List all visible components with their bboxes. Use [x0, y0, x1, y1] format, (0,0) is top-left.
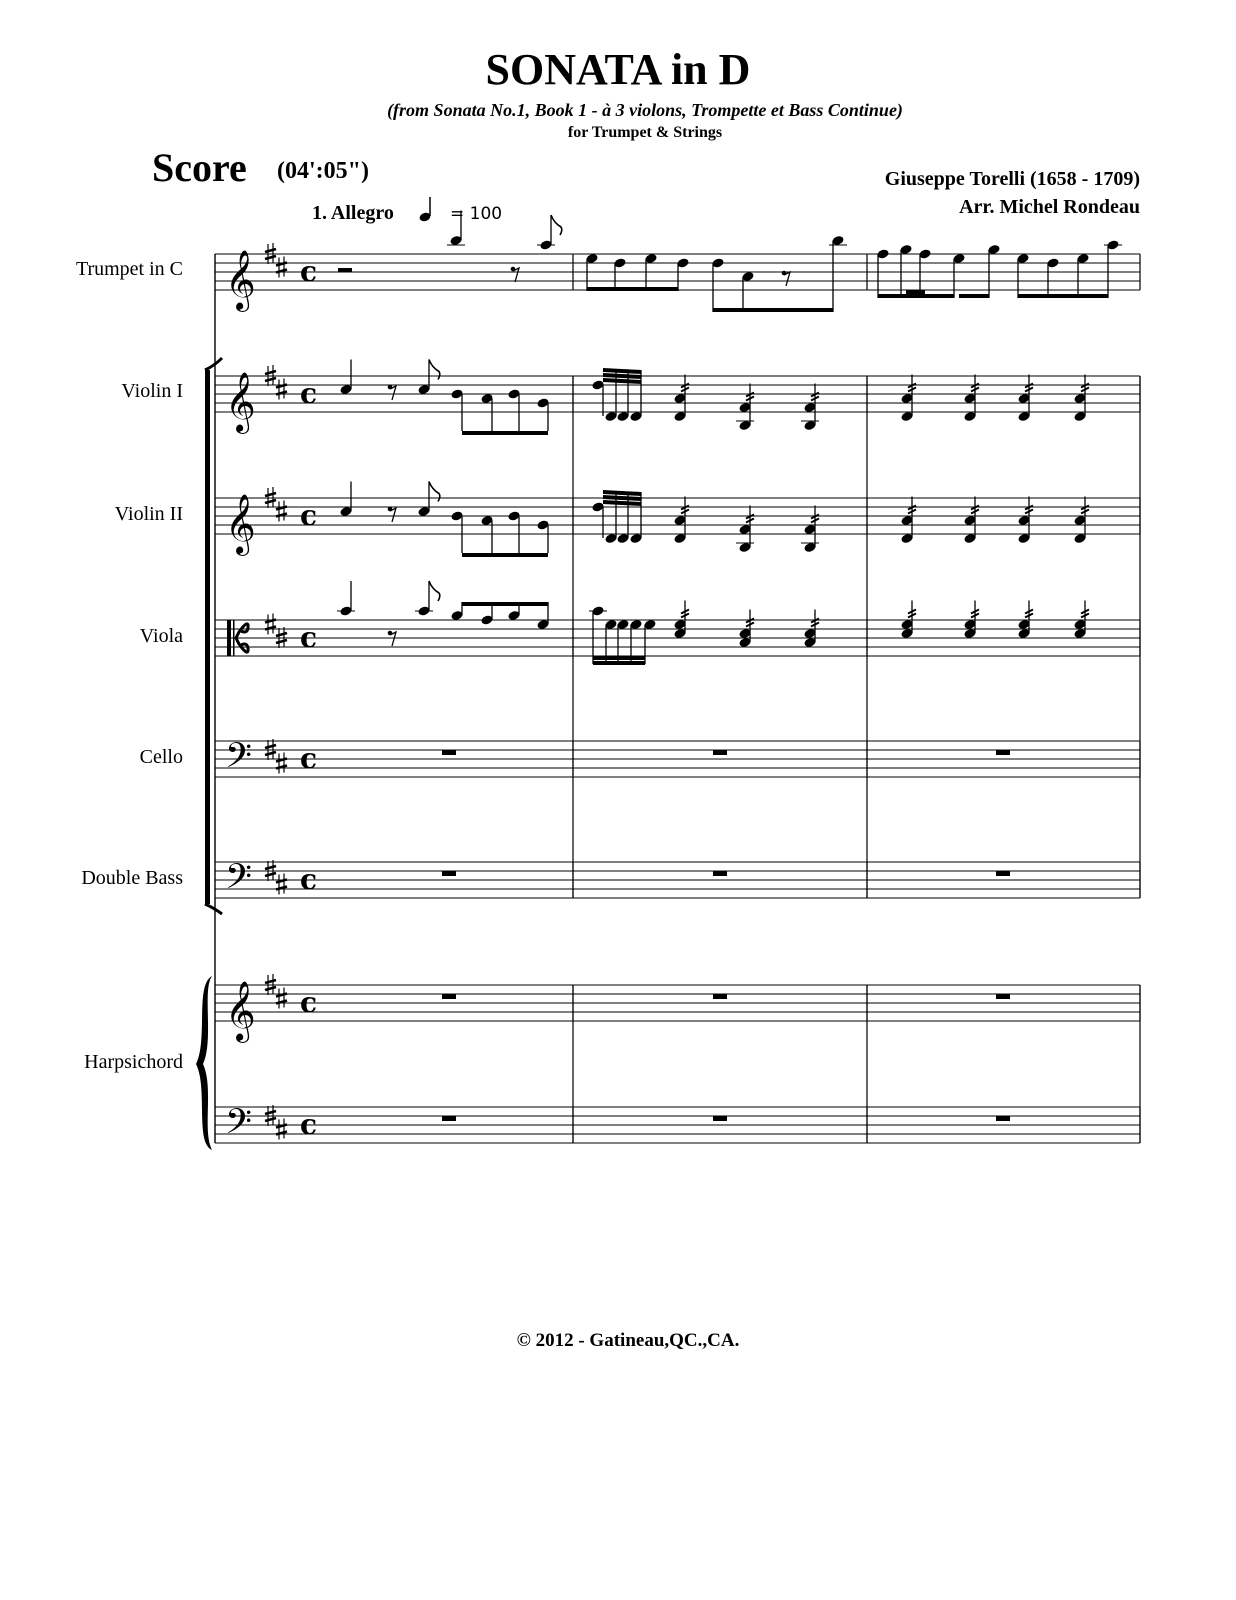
sharp-c-icon	[276, 257, 287, 278]
whole-rest-icon	[996, 1116, 1010, 1121]
common-time-icon: c	[300, 742, 318, 775]
note-flag	[551, 215, 562, 235]
note-beam	[462, 431, 548, 435]
alto-clef-bar	[233, 620, 235, 656]
whole-rest-icon	[713, 750, 727, 755]
tempo-marking: 1. Allegro	[312, 202, 394, 224]
note-beam	[462, 553, 548, 557]
common-time-icon: c	[300, 863, 318, 896]
sharp-f-icon	[265, 614, 276, 635]
sharp-stroke	[265, 1118, 276, 1121]
half-rest-icon	[338, 268, 352, 272]
common-time-icon: c	[300, 377, 318, 410]
sharp-stroke	[265, 378, 276, 381]
staff-layer	[215, 254, 1140, 1143]
bass-clef-icon: 𝄢	[225, 1101, 253, 1150]
sharp-stroke	[276, 633, 287, 636]
instrument-label-viola: Viola	[139, 625, 183, 647]
rest-tail	[513, 268, 519, 282]
eighth-rest-icon	[388, 507, 396, 522]
rest-tail	[390, 632, 396, 646]
note-beam	[878, 294, 954, 298]
instrument-label-violin2: Violin II	[114, 503, 183, 525]
treble-clef-icon: 𝄞	[225, 372, 256, 432]
treble-clef-icon: 𝄞	[225, 250, 256, 310]
sharp-stroke	[265, 980, 276, 983]
common-time-icon: c	[300, 255, 318, 288]
arranger-credit: Arr. Michel Rondeau	[959, 196, 1140, 218]
note-beam	[906, 290, 925, 294]
sharp-stroke	[265, 500, 276, 503]
sharp-stroke	[265, 745, 276, 748]
note-beam	[603, 378, 641, 384]
instrument-label-violin1: Violin I	[121, 380, 183, 402]
score-title: SONATA in D	[485, 45, 751, 94]
whole-rest-icon	[713, 994, 727, 999]
harpsichord-brace	[196, 976, 212, 1150]
note-beam	[593, 661, 645, 665]
sharp-stroke	[265, 873, 276, 876]
sharp-stroke	[265, 752, 276, 755]
note-beam	[587, 287, 678, 291]
sharp-c-icon	[276, 753, 287, 774]
rest-tail	[784, 272, 790, 286]
whole-rest-icon	[996, 994, 1010, 999]
common-time-icon: c	[300, 499, 318, 532]
copyright-notice: © 2012 - Gatineau,QC.,CA.	[516, 1330, 740, 1351]
treble-clef-icon: 𝄞	[225, 981, 256, 1041]
note-beam	[603, 490, 641, 496]
tempo-quarter-note-icon	[418, 197, 431, 223]
note-layer	[337, 211, 1122, 1122]
whole-rest-icon	[442, 1116, 456, 1121]
note-beam	[713, 308, 743, 312]
sharp-stroke	[276, 640, 287, 643]
sharp-stroke	[265, 371, 276, 374]
sharp-stroke	[265, 493, 276, 496]
bass-clef-icon: 𝄢	[225, 856, 253, 905]
note-beam	[593, 656, 645, 660]
whole-rest-icon	[996, 750, 1010, 755]
score-subtitle: (from Sonata No.1, Book 1 - à 3 violons, Trompette et Bass Continue)	[387, 100, 903, 120]
composer-credit: Giuseppe Torelli (1658 - 1709)	[884, 168, 1140, 190]
whole-rest-icon	[996, 871, 1010, 876]
rest-tail	[390, 386, 396, 400]
sharp-stroke	[265, 249, 276, 252]
string-bracket	[205, 370, 210, 904]
eighth-rest-icon	[388, 385, 396, 400]
sharp-stroke	[265, 1111, 276, 1114]
whole-rest-icon	[442, 994, 456, 999]
note-beam	[603, 500, 641, 506]
glyph-layer	[225, 243, 317, 1150]
whole-rest-icon	[713, 1116, 727, 1121]
score-duration: (04':05")	[277, 158, 369, 184]
instrument-label-trumpet: Trumpet in C	[75, 258, 183, 280]
instrument-label-cello: Cello	[139, 746, 183, 768]
whole-rest-icon	[713, 871, 727, 876]
sharp-c-icon	[276, 501, 287, 522]
note-beam	[603, 373, 641, 379]
note-beam	[462, 602, 548, 606]
rest-tail	[390, 508, 396, 522]
sharp-stroke	[265, 256, 276, 259]
alto-clef-bar	[227, 620, 231, 656]
whole-rest-icon	[442, 871, 456, 876]
instrument-label-double-bass: Double Bass	[81, 867, 183, 889]
sharp-c-icon	[276, 1119, 287, 1140]
sharp-c-icon	[276, 379, 287, 400]
bracket-layer	[196, 254, 1140, 1150]
common-time-icon: c	[300, 986, 318, 1019]
sharp-stroke	[265, 866, 276, 869]
bracket-hook-top	[205, 358, 222, 370]
note-beam	[603, 495, 641, 501]
tempo-bpm: = 100	[450, 204, 503, 224]
score-label: Score	[152, 145, 247, 190]
instrumentation-line: for Trumpet & Strings	[567, 124, 723, 141]
note-beam	[959, 294, 989, 298]
bass-clef-icon: 𝄢	[225, 735, 253, 784]
sharp-c-icon	[276, 988, 287, 1009]
sharp-c-icon	[276, 874, 287, 895]
note-beam	[743, 308, 833, 312]
note-beam	[1018, 294, 1108, 298]
eighth-rest-icon	[511, 267, 519, 282]
bracket-hook-bottom	[205, 904, 222, 914]
sharp-stroke	[265, 987, 276, 990]
whole-rest-icon	[442, 750, 456, 755]
note-flag	[429, 581, 440, 601]
common-time-icon: c	[300, 1108, 318, 1141]
treble-clef-icon: 𝄞	[225, 494, 256, 554]
note-beam	[603, 368, 641, 374]
common-time-icon: c	[300, 621, 318, 654]
eighth-rest-icon	[782, 271, 790, 286]
instrument-label-harpsichord: Harpsichord	[84, 1051, 183, 1073]
